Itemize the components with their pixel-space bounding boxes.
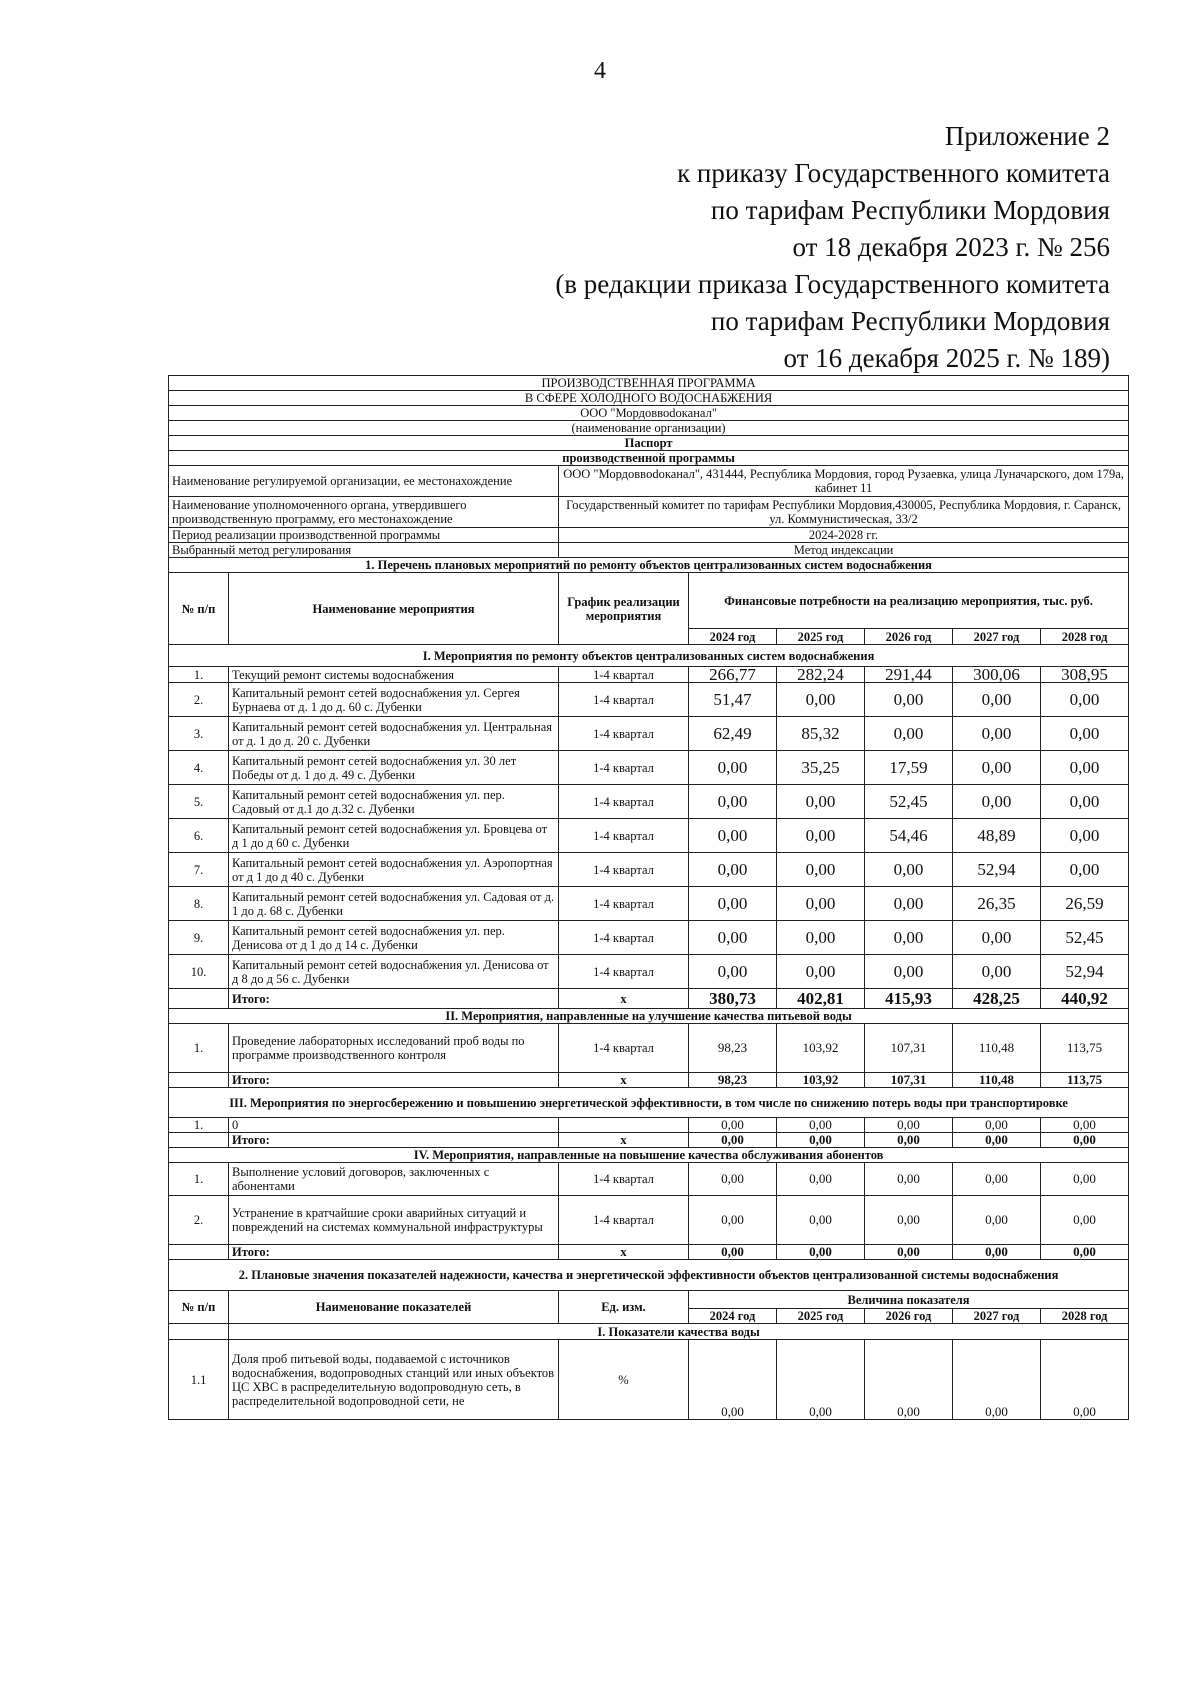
appendix-line: от 16 декабря 2025 г. № 189) <box>783 343 1110 373</box>
table-row <box>169 683 1129 717</box>
row-value: 0,00 <box>777 1196 865 1245</box>
row-value: 0,00 <box>1041 819 1129 853</box>
table-row <box>169 887 1129 921</box>
total-empty-cell <box>169 1073 229 1088</box>
row-schedule: 1-4 квартал <box>559 1163 689 1196</box>
row-value: 0,00 <box>689 785 777 819</box>
total-empty-cell <box>169 989 229 1009</box>
total-value: 0,00 <box>777 1133 865 1148</box>
info-value: 2024-2028 гг. <box>559 528 1129 543</box>
table-row <box>169 921 1129 955</box>
row-schedule: 1-4 квартал <box>559 785 689 819</box>
appendix-header <box>555 118 1110 377</box>
row-value: 0,00 <box>777 1163 865 1196</box>
row-number: 8. <box>169 887 229 921</box>
row-name: Капитальный ремонт сетей водоснабжения ул. Сергея Бурнаева от д. 1 до д. 60 с. Дубенки <box>229 683 559 717</box>
row-value: 85,32 <box>777 717 865 751</box>
row-name: Текущий ремонт системы водоснабжения <box>229 667 559 683</box>
table-row <box>169 667 1129 683</box>
row-value: 0,00 <box>1041 683 1129 717</box>
row-value: 0,00 <box>953 717 1041 751</box>
total-value: 0,00 <box>865 1245 953 1260</box>
total-value: 103,92 <box>777 1073 865 1088</box>
col-indicator-header: Наименование показателей <box>229 1291 559 1324</box>
row-name: Капитальный ремонт сетей водоснабжения ул. Садовая от д. 1 до д. 68 с. Дубенки <box>229 887 559 921</box>
total-value: 110,48 <box>953 1073 1041 1088</box>
row-value: 0,00 <box>689 819 777 853</box>
row-value: 0,00 <box>865 1163 953 1196</box>
row-value: 0,00 <box>865 717 953 751</box>
row-value: 0,00 <box>865 1118 953 1133</box>
row-value: 0,00 <box>1041 751 1129 785</box>
row-value: 107,31 <box>865 1024 953 1073</box>
row-number: 6. <box>169 819 229 853</box>
row-value: 0,00 <box>953 1340 1041 1420</box>
subsection-row <box>169 1324 1129 1340</box>
year-header: 2026 год <box>865 629 953 645</box>
passport-title: Паспорт <box>169 436 1129 451</box>
row-number: 1. <box>169 1163 229 1196</box>
row-value: 0,00 <box>953 1163 1041 1196</box>
row-name: Доля проб питьевой воды, подаваемой с источников водоснабжения, водопроводных станций или иных объектов ЦС ХВС в распределительную водопроводную сеть, в распределительной водопроводной сети, не <box>229 1340 559 1420</box>
total-row <box>169 1245 1129 1260</box>
row-value: 0,00 <box>953 955 1041 989</box>
subsection-empty-cell <box>169 1324 229 1340</box>
row-value: 0,00 <box>777 819 865 853</box>
production-program-table <box>168 375 1129 1420</box>
appendix-line: к приказу Государственного комитета <box>677 158 1110 188</box>
section2-title <box>169 1260 1129 1291</box>
row-value: 0,00 <box>777 955 865 989</box>
table-row <box>169 1024 1129 1073</box>
total-label: Итого: <box>229 1245 559 1260</box>
total-value: 0,00 <box>953 1245 1041 1260</box>
row-value: 0,00 <box>777 921 865 955</box>
row-value: 266,77 <box>689 667 777 683</box>
row-schedule: 1-4 квартал <box>559 819 689 853</box>
row-value: 26,59 <box>1041 887 1129 921</box>
row-value: 110,48 <box>953 1024 1041 1073</box>
row-value: 0,00 <box>865 955 953 989</box>
row-name: Капитальный ремонт сетей водоснабжения ул. Бровцева от д 1 до д 60 с. Дубенки <box>229 819 559 853</box>
row-number: 9. <box>169 921 229 955</box>
total-value: 0,00 <box>777 1245 865 1260</box>
total-label: Итого: <box>229 989 559 1009</box>
table-row <box>169 955 1129 989</box>
row-value: 54,46 <box>865 819 953 853</box>
row-schedule: 1-4 квартал <box>559 667 689 683</box>
total-value: 98,23 <box>689 1073 777 1088</box>
col-finance-header: Финансовые потребности на реализацию мероприятия, тыс. руб. <box>689 573 1129 629</box>
row-value: 103,92 <box>777 1024 865 1073</box>
info-label: Наименование регулируемой организации, ее местонахождение <box>169 466 559 497</box>
row-name: Выполнение условий договоров, заключенных с абонентами <box>229 1163 559 1196</box>
row-value: 0,00 <box>1041 1196 1129 1245</box>
table-row <box>169 1118 1129 1133</box>
appendix-line: по тарифам Республики Мордовия <box>710 306 1110 336</box>
total-x: х <box>559 1073 689 1088</box>
row-value: 0,00 <box>689 955 777 989</box>
col-num-header: № п/п <box>169 1291 229 1324</box>
row-schedule: 1-4 квартал <box>559 717 689 751</box>
row-value: 0,00 <box>1041 1340 1129 1420</box>
org-name-caption: (наименование организации) <box>169 421 1129 436</box>
info-label: Выбранный метод регулирования <box>169 543 559 558</box>
row-value: 52,94 <box>1041 955 1129 989</box>
table-row <box>169 785 1129 819</box>
row-value: 0,00 <box>689 1118 777 1133</box>
row-value: 51,47 <box>689 683 777 717</box>
col-schedule-header: График реализации мероприятия <box>559 573 689 645</box>
appendix-line: (в редакции приказа Государственного комитета <box>555 269 1110 299</box>
row-value: 0,00 <box>865 1340 953 1420</box>
row-value: 0,00 <box>689 887 777 921</box>
table-row <box>169 1196 1129 1245</box>
row-schedule <box>559 1118 689 1133</box>
row-value: 0,00 <box>953 1118 1041 1133</box>
total-value: 428,25 <box>953 989 1041 1009</box>
appendix-line: от 18 декабря 2023 г. № 256 <box>792 232 1110 262</box>
row-name: 0 <box>229 1118 559 1133</box>
row-schedule: 1-4 квартал <box>559 683 689 717</box>
org-name: ООО "Мордоввodоканал" <box>169 406 1129 421</box>
total-x: х <box>559 989 689 1009</box>
total-x: х <box>559 1133 689 1148</box>
subsection-title: I. Показатели качества воды <box>229 1324 1129 1340</box>
group-iv-title <box>169 1148 1129 1163</box>
row-value: 26,35 <box>953 887 1041 921</box>
total-row <box>169 989 1129 1009</box>
row-value: 0,00 <box>953 683 1041 717</box>
row-name: Капитальный ремонт сетей водоснабжения ул. Центральная от д. 1 до д. 20 с. Дубенки <box>229 717 559 751</box>
row-name: Капитальный ремонт сетей водоснабжения ул. пер. Денисова от д 1 до д 14 с. Дубенки <box>229 921 559 955</box>
row-value: 0,00 <box>689 921 777 955</box>
year-header: 2025 год <box>777 1309 865 1324</box>
appendix-line: Приложение 2 <box>944 121 1110 151</box>
total-label: Итого: <box>229 1073 559 1088</box>
program-sphere: В СФЕРЕ ХОЛОДНОГО ВОДОСНАБЖЕНИЯ <box>169 391 1129 406</box>
row-value: 0,00 <box>1041 1163 1129 1196</box>
total-empty-cell <box>169 1133 229 1148</box>
total-value: 0,00 <box>1041 1133 1129 1148</box>
info-value: ООО "Мордоввodоканал", 431444, Республика Мордовия, город Рузаевка, улица Луначарского, дом 179а, кабинет 11 <box>559 466 1129 497</box>
group-iii-title: III. Мероприятия по энергосбережению и повышению энергетической эффективности, в том числе по снижению потерь воды при транспортировке <box>169 1088 1129 1118</box>
row-value: 0,00 <box>1041 1118 1129 1133</box>
col-value-header: Величина показателя <box>689 1291 1129 1309</box>
section1-title: 1. Перечень плановых мероприятий по ремонту объектов централизованных систем водоснабжения <box>169 558 1129 573</box>
total-value: 0,00 <box>865 1133 953 1148</box>
table-row <box>169 819 1129 853</box>
row-value: 0,00 <box>689 751 777 785</box>
group-i-title: I. Мероприятия по ремонту объектов централизованных систем водоснабжения <box>169 645 1129 667</box>
year-header: 2028 год <box>1041 629 1129 645</box>
row-number: 10. <box>169 955 229 989</box>
total-label: Итого: <box>229 1133 559 1148</box>
row-value: 52,45 <box>1041 921 1129 955</box>
passport-subtitle: производственной программы <box>169 451 1129 466</box>
year-header: 2026 год <box>865 1309 953 1324</box>
row-value: 35,25 <box>777 751 865 785</box>
info-value: Метод индексации <box>559 543 1129 558</box>
row-value: 52,45 <box>865 785 953 819</box>
row-number: 1. <box>169 1118 229 1133</box>
year-header: 2025 год <box>777 629 865 645</box>
row-schedule: 1-4 квартал <box>559 955 689 989</box>
row-schedule: 1-4 квартал <box>559 921 689 955</box>
year-header: 2028 год <box>1041 1309 1129 1324</box>
table-row <box>169 1163 1129 1196</box>
row-number: 2. <box>169 1196 229 1245</box>
row-value: 0,00 <box>953 921 1041 955</box>
total-value: 0,00 <box>689 1133 777 1148</box>
table-row <box>169 1340 1129 1420</box>
row-number: 4. <box>169 751 229 785</box>
total-value: 0,00 <box>953 1133 1041 1148</box>
row-value: 0,00 <box>777 853 865 887</box>
row-schedule: 1-4 квартал <box>559 887 689 921</box>
row-schedule: 1-4 квартал <box>559 853 689 887</box>
total-value: 402,81 <box>777 989 865 1009</box>
total-value: 0,00 <box>689 1245 777 1260</box>
section2-header-row <box>169 1291 1129 1309</box>
group-ii-title <box>169 1009 1129 1024</box>
row-value: 0,00 <box>865 1196 953 1245</box>
total-value: 113,75 <box>1041 1073 1129 1088</box>
col-unit-header: Ед. изм. <box>559 1291 689 1324</box>
row-value: 48,89 <box>953 819 1041 853</box>
row-value: 308,95 <box>1041 667 1129 683</box>
row-number: 1. <box>169 667 229 683</box>
year-header: 2027 год <box>953 629 1041 645</box>
row-number: 7. <box>169 853 229 887</box>
program-title: ПРОИЗВОДСТВЕННАЯ ПРОГРАММА <box>169 376 1129 391</box>
appendix-line: по тарифам Республики Мордовия <box>710 195 1110 225</box>
row-value: 0,00 <box>689 853 777 887</box>
col-num-header: № п/п <box>169 573 229 645</box>
group-ii-title: II. Мероприятия, направленные на улучшение качества питьевой воды <box>169 1009 1129 1024</box>
total-value: 107,31 <box>865 1073 953 1088</box>
info-value: Государственный комитет по тарифам Республики Мордовия,430005, Республика Мордовия, г. Саранск, ул. Коммунистическая, 33/2 <box>559 497 1129 528</box>
col-name-header: Наименование мероприятия <box>229 573 559 645</box>
row-value: 0,00 <box>865 853 953 887</box>
total-row <box>169 1133 1129 1148</box>
row-schedule: 1-4 квартал <box>559 1196 689 1245</box>
row-name: Устранение в кратчайшие сроки аварийных ситуаций и повреждений на системах коммунальной инфраструктуры <box>229 1196 559 1245</box>
row-name: Капитальный ремонт сетей водоснабжения ул. пер. Садовый от д.1 до д.32 с. Дубенки <box>229 785 559 819</box>
row-value: 0,00 <box>777 683 865 717</box>
row-value: 0,00 <box>1041 717 1129 751</box>
total-value: 380,73 <box>689 989 777 1009</box>
row-value: 282,24 <box>777 667 865 683</box>
row-value: 0,00 <box>865 683 953 717</box>
group-iii-title <box>169 1088 1129 1118</box>
total-value: 440,92 <box>1041 989 1129 1009</box>
total-value: 0,00 <box>1041 1245 1129 1260</box>
row-value: 0,00 <box>1041 853 1129 887</box>
info-label: Наименование уполномоченного органа, утвердившего производственную программу, его местонахождение <box>169 497 559 528</box>
row-value: 0,00 <box>953 1196 1041 1245</box>
row-value: 291,44 <box>865 667 953 683</box>
row-name: Капитальный ремонт сетей водоснабжения ул. Аэропортная от д 1 до д 40 с. Дубенки <box>229 853 559 887</box>
section2-title: 2. Плановые значения показателей надежности, качества и энергетической эффективности объектов централизованной системы водоснабжения <box>169 1260 1129 1291</box>
year-header: 2024 год <box>689 629 777 645</box>
total-empty-cell <box>169 1245 229 1260</box>
row-number: 5. <box>169 785 229 819</box>
row-number: 3. <box>169 717 229 751</box>
row-value: 62,49 <box>689 717 777 751</box>
row-value: 0,00 <box>777 887 865 921</box>
row-value: 0,00 <box>953 785 1041 819</box>
row-value: 17,59 <box>865 751 953 785</box>
group-iv-title: IV. Мероприятия, направленные на повышение качества обслуживания абонентов <box>169 1148 1129 1163</box>
row-number: 2. <box>169 683 229 717</box>
row-value: 0,00 <box>865 887 953 921</box>
row-value: 0,00 <box>777 785 865 819</box>
table-row <box>169 853 1129 887</box>
row-value: 0,00 <box>777 1118 865 1133</box>
row-value: 0,00 <box>1041 785 1129 819</box>
row-value: 113,75 <box>1041 1024 1129 1073</box>
table-row <box>169 717 1129 751</box>
row-value: 98,23 <box>689 1024 777 1073</box>
row-name: Капитальный ремонт сетей водоснабжения ул. 30 лет Победы от д. 1 до д. 49 с. Дубенки <box>229 751 559 785</box>
year-header: 2024 год <box>689 1309 777 1324</box>
table-row <box>169 751 1129 785</box>
row-value: 0,00 <box>953 751 1041 785</box>
row-schedule: 1-4 квартал <box>559 751 689 785</box>
info-label: Период реализации производственной программы <box>169 528 559 543</box>
row-name: Проведение лабораторных исследований проб воды по программе производственного контроля <box>229 1024 559 1073</box>
row-value: 52,94 <box>953 853 1041 887</box>
total-row <box>169 1073 1129 1088</box>
row-value: 0,00 <box>689 1163 777 1196</box>
page-number: 4 <box>594 58 606 84</box>
row-value: 0,00 <box>777 1340 865 1420</box>
row-value: 0,00 <box>865 921 953 955</box>
row-number: 1. <box>169 1024 229 1073</box>
total-x: х <box>559 1245 689 1260</box>
row-name: Капитальный ремонт сетей водоснабжения ул. Денисова от д 8 до д 56 с. Дубенки <box>229 955 559 989</box>
total-value: 415,93 <box>865 989 953 1009</box>
row-unit: % <box>559 1340 689 1420</box>
row-value: 300,06 <box>953 667 1041 683</box>
year-header: 2027 год <box>953 1309 1041 1324</box>
row-value: 0,00 <box>689 1340 777 1420</box>
row-schedule: 1-4 квартал <box>559 1024 689 1073</box>
row-value: 0,00 <box>689 1196 777 1245</box>
row-number: 1.1 <box>169 1340 229 1420</box>
table-body <box>169 376 1129 1420</box>
